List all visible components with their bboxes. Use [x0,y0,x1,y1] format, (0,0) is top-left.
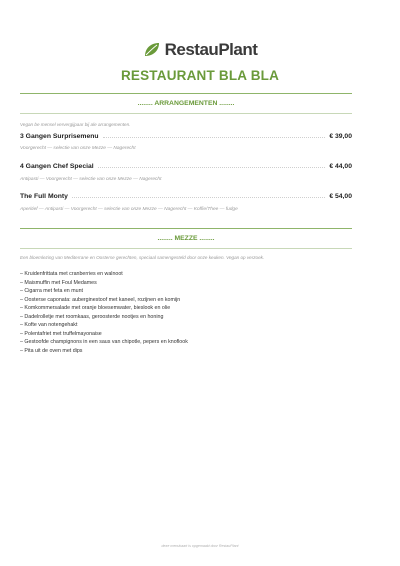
dot-leader [72,193,325,198]
restaurant-title: RESTAURANT BLA BLA [120,68,280,83]
mezze-list [20,270,188,355]
item-description: Aperitief — Antipasti — Voorgerecht — selectie van onze Mezze — Nagerecht — Koffie/Thee — fudge [20,207,238,212]
item-price: € 39,00 [329,133,352,140]
dot-leader [98,163,326,168]
item-description: Voorgerecht — selectie van onze Mezze — Nagerecht [20,146,136,151]
section-heading-mezze: ........ MEZZE ........ [157,235,215,242]
list-item: – Komkommersalade met oranje bloesemwater, bieslook en olie [20,305,171,312]
list-item: – Maismuffin met Foul Medames [20,279,97,286]
item-name: The Full Monty [20,193,68,200]
section-heading-arrangementen: ........ ARRANGEMENTEN ........ [137,100,235,107]
mezze-note: Een bloemlezing van Mediterrane en Oosterse gerechten, speciaal samengesteld door onze keuken. Vegan op verzoek. [20,255,265,260]
item-name: 3 Gangen Surprisemenu [20,133,99,140]
menu-item [20,133,352,140]
item-description: Antipasti — Voorgerecht — selectie van onze Mezze — Nagerecht [20,177,162,182]
list-item: – Cigarra met feta en munt [20,288,84,295]
list-item: – Oosterse caponata: auberginestoof met kaneel, rozijnen en komijn [20,296,181,303]
list-item: – Pita uit de oven met dips [20,347,83,354]
list-item: – Dadelrolletje met roomkaas, geroosterde nootjes en honing [20,313,164,320]
menu-item [20,193,352,200]
dot-leader [103,133,326,138]
divider [20,228,352,229]
brand-name: RestauPlant [164,40,258,59]
menu-item [20,163,352,170]
item-price: € 54,00 [329,193,352,200]
list-item: – Kruidenfrittata met cranberries en walnoot [20,271,123,277]
list-item: – Gestoofde champignons in een saus van chipotle, pepers en knoflook [20,339,188,346]
brand-logo [0,40,400,60]
item-name: 4 Gangen Chef Special [20,163,94,170]
list-item: – Polentafriet met truffelmayonaise [20,330,102,337]
divider [20,113,352,114]
list-item: – Kofte van notengehakt [20,322,78,329]
arrangementen-note: Vegan be mensel ververgijpaar bij ale arrangementen. [20,122,131,127]
divider [20,248,352,249]
divider [20,93,352,94]
item-price: € 44,00 [329,163,352,170]
leaf-icon [143,42,161,58]
footer-credit: deze menukaart is opgemaakt door RestauPlant [161,544,239,548]
